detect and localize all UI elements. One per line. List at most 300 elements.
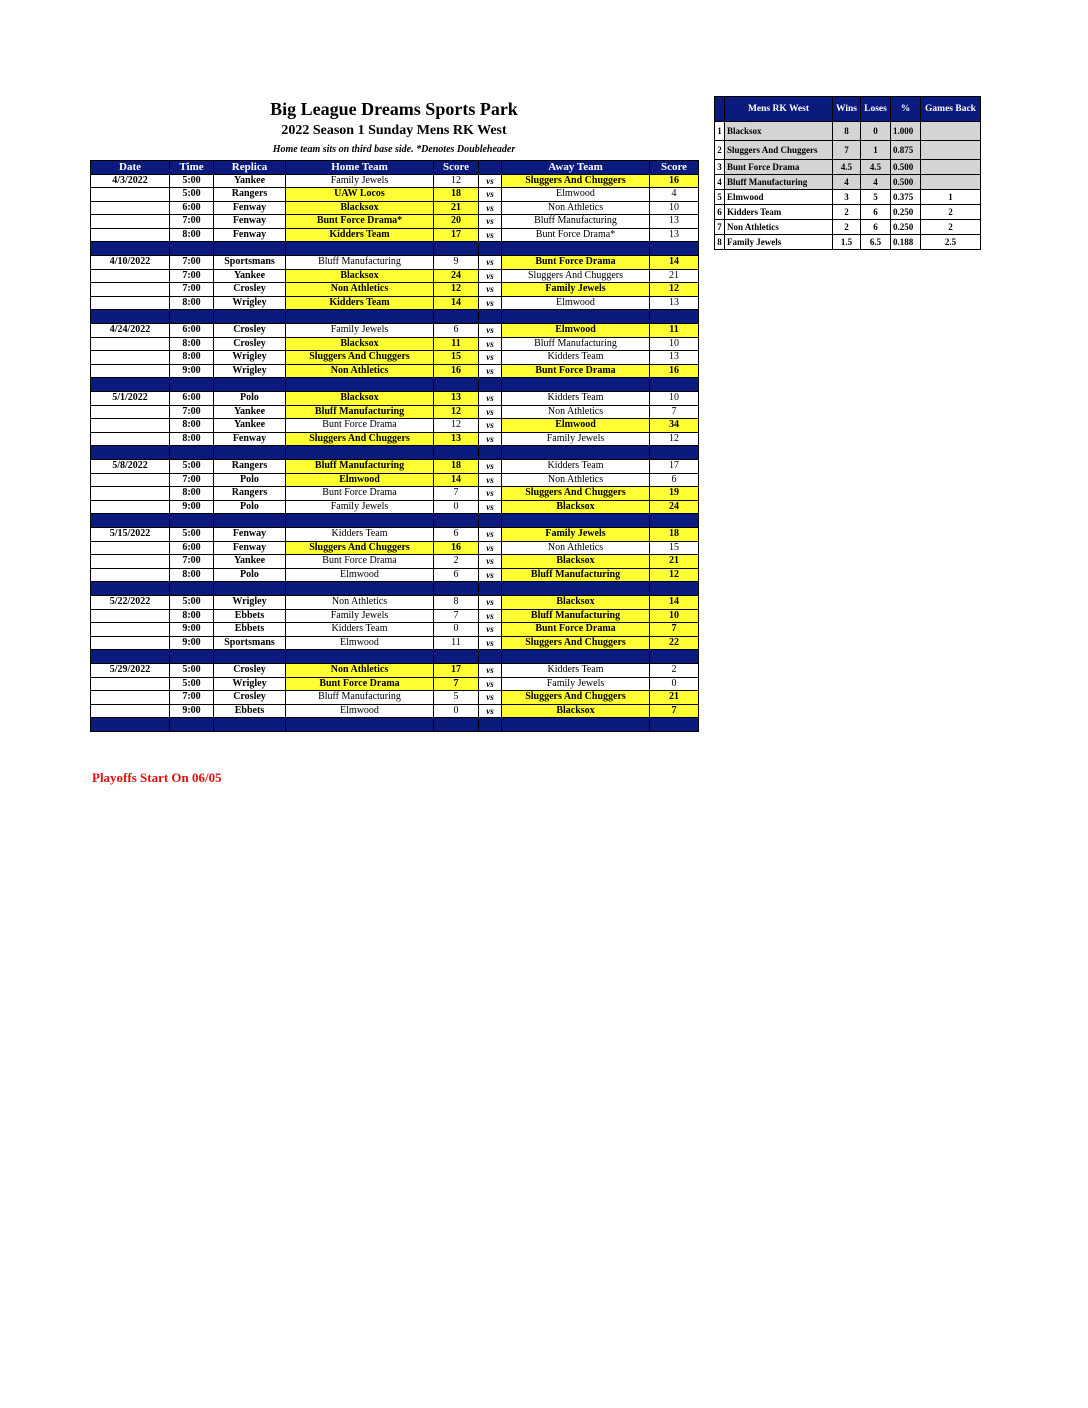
game-date bbox=[91, 296, 170, 310]
standing-rank: 8 bbox=[715, 235, 725, 250]
game-time: 8:00 bbox=[170, 609, 214, 623]
schedule-row bbox=[91, 623, 699, 637]
separator-cell bbox=[434, 514, 479, 528]
vs-label: vs bbox=[479, 364, 502, 378]
home-team: Sluggers And Chuggers bbox=[286, 541, 434, 555]
home-score: 11 bbox=[434, 337, 479, 351]
away-team: Bluff Manufacturing bbox=[502, 609, 650, 623]
separator-cell bbox=[91, 718, 170, 732]
home-score: 9 bbox=[434, 256, 479, 270]
standing-pct: 0.500 bbox=[891, 160, 921, 175]
standing-pct: 0.375 bbox=[891, 190, 921, 205]
separator-cell bbox=[286, 514, 434, 528]
away-team: Sluggers And Chuggers bbox=[502, 174, 650, 188]
home-score: 7 bbox=[434, 487, 479, 501]
home-score: 14 bbox=[434, 296, 479, 310]
vs-label: vs bbox=[479, 528, 502, 542]
game-replica: Fenway bbox=[214, 201, 286, 215]
game-date: 5/15/2022 bbox=[91, 528, 170, 542]
schedule-header-row bbox=[91, 161, 699, 175]
away-score: 10 bbox=[650, 337, 699, 351]
game-replica: Crosley bbox=[214, 691, 286, 705]
separator-cell bbox=[434, 310, 479, 324]
standing-loses: 5 bbox=[861, 190, 891, 205]
away-team: Blacksox bbox=[502, 500, 650, 514]
away-score: 16 bbox=[650, 364, 699, 378]
away-score: 7 bbox=[650, 704, 699, 718]
separator-cell bbox=[434, 242, 479, 256]
schedule-body bbox=[91, 174, 699, 732]
schedule-row bbox=[91, 500, 699, 514]
home-team: Bluff Manufacturing bbox=[286, 691, 434, 705]
col-header-home-team: Home Team bbox=[286, 161, 434, 175]
vs-label: vs bbox=[479, 677, 502, 691]
standing-team: Kidders Team bbox=[725, 205, 833, 220]
schedule-row bbox=[91, 555, 699, 569]
away-score: 15 bbox=[650, 541, 699, 555]
standing-rank: 5 bbox=[715, 190, 725, 205]
separator-cell bbox=[650, 378, 699, 392]
schedule-row bbox=[91, 541, 699, 555]
home-score: 18 bbox=[434, 188, 479, 202]
separator-cell bbox=[214, 582, 286, 596]
separator-cell bbox=[170, 242, 214, 256]
standing-pct: 0.188 bbox=[891, 235, 921, 250]
game-replica: Yankee bbox=[214, 269, 286, 283]
home-team: Elmwood bbox=[286, 568, 434, 582]
standings-row bbox=[715, 205, 981, 220]
separator-cell bbox=[479, 378, 502, 392]
home-team: UAW Locos bbox=[286, 188, 434, 202]
schedule-row bbox=[91, 460, 699, 474]
separator-cell bbox=[286, 718, 434, 732]
week-separator bbox=[91, 242, 699, 256]
col-header-vs bbox=[479, 161, 502, 175]
game-replica: Polo bbox=[214, 473, 286, 487]
away-score: 22 bbox=[650, 636, 699, 650]
away-score: 12 bbox=[650, 568, 699, 582]
standing-pct: 0.250 bbox=[891, 205, 921, 220]
vs-label: vs bbox=[479, 269, 502, 283]
game-date bbox=[91, 541, 170, 555]
away-team: Bunt Force Drama bbox=[502, 623, 650, 637]
game-replica: Wrigley bbox=[214, 296, 286, 310]
game-replica: Fenway bbox=[214, 528, 286, 542]
vs-label: vs bbox=[479, 432, 502, 446]
vs-label: vs bbox=[479, 555, 502, 569]
schedule-row bbox=[91, 228, 699, 242]
game-time: 9:00 bbox=[170, 704, 214, 718]
game-date bbox=[91, 228, 170, 242]
home-team: Bluff Manufacturing bbox=[286, 460, 434, 474]
separator-cell bbox=[502, 514, 650, 528]
separator-cell bbox=[434, 446, 479, 460]
schedule-row bbox=[91, 691, 699, 705]
separator-cell bbox=[434, 582, 479, 596]
standing-rank: 4 bbox=[715, 175, 725, 190]
vs-label: vs bbox=[479, 405, 502, 419]
home-score: 0 bbox=[434, 500, 479, 514]
game-time: 8:00 bbox=[170, 228, 214, 242]
standings-header-rank bbox=[715, 97, 725, 122]
game-replica: Wrigley bbox=[214, 677, 286, 691]
vs-label: vs bbox=[479, 351, 502, 365]
game-replica: Polo bbox=[214, 392, 286, 406]
standing-team: Bunt Force Drama bbox=[725, 160, 833, 175]
standing-team: Non Athletics bbox=[725, 220, 833, 235]
title-block bbox=[90, 98, 698, 158]
standings-header-row bbox=[715, 97, 981, 122]
standing-rank: 1 bbox=[715, 122, 725, 141]
game-replica: Sportsmans bbox=[214, 636, 286, 650]
away-team: Family Jewels bbox=[502, 677, 650, 691]
away-team: Bluff Manufacturing bbox=[502, 337, 650, 351]
game-date bbox=[91, 283, 170, 297]
game-date bbox=[91, 201, 170, 215]
away-team: Non Athletics bbox=[502, 201, 650, 215]
game-time: 7:00 bbox=[170, 269, 214, 283]
vs-label: vs bbox=[479, 256, 502, 270]
away-team: Bluff Manufacturing bbox=[502, 568, 650, 582]
standing-wins: 4 bbox=[833, 175, 861, 190]
schedule-row bbox=[91, 188, 699, 202]
home-team: Bluff Manufacturing bbox=[286, 256, 434, 270]
vs-label: vs bbox=[479, 541, 502, 555]
game-replica: Rangers bbox=[214, 188, 286, 202]
week-separator bbox=[91, 310, 699, 324]
schedule-row bbox=[91, 528, 699, 542]
schedule-row bbox=[91, 419, 699, 433]
away-score: 11 bbox=[650, 324, 699, 338]
away-team: Bluff Manufacturing bbox=[502, 215, 650, 229]
away-score: 4 bbox=[650, 188, 699, 202]
home-score: 5 bbox=[434, 691, 479, 705]
game-date bbox=[91, 405, 170, 419]
standings-row bbox=[715, 141, 981, 160]
schedule-table bbox=[90, 160, 699, 732]
standings-row bbox=[715, 190, 981, 205]
standing-pct: 0.875 bbox=[891, 141, 921, 160]
separator-cell bbox=[214, 718, 286, 732]
game-replica: Ebbets bbox=[214, 704, 286, 718]
game-time: 5:00 bbox=[170, 460, 214, 474]
game-date bbox=[91, 636, 170, 650]
week-separator bbox=[91, 446, 699, 460]
game-time: 6:00 bbox=[170, 201, 214, 215]
schedule-row bbox=[91, 473, 699, 487]
separator-cell bbox=[502, 310, 650, 324]
game-date bbox=[91, 487, 170, 501]
week-separator bbox=[91, 582, 699, 596]
schedule-row bbox=[91, 256, 699, 270]
game-replica: Polo bbox=[214, 500, 286, 514]
away-score: 21 bbox=[650, 691, 699, 705]
home-score: 12 bbox=[434, 174, 479, 188]
game-time: 5:00 bbox=[170, 596, 214, 610]
standing-team: Bluff Manufacturing bbox=[725, 175, 833, 190]
standing-wins: 2 bbox=[833, 205, 861, 220]
game-date bbox=[91, 432, 170, 446]
standings-row bbox=[715, 175, 981, 190]
away-score: 7 bbox=[650, 623, 699, 637]
away-score: 12 bbox=[650, 283, 699, 297]
standing-games-back bbox=[921, 141, 981, 160]
game-time: 5:00 bbox=[170, 677, 214, 691]
separator-cell bbox=[650, 446, 699, 460]
schedule-row bbox=[91, 337, 699, 351]
standing-loses: 6 bbox=[861, 220, 891, 235]
schedule-row bbox=[91, 636, 699, 650]
standing-loses: 6.5 bbox=[861, 235, 891, 250]
away-team: Non Athletics bbox=[502, 541, 650, 555]
away-score: 10 bbox=[650, 392, 699, 406]
game-replica: Crosley bbox=[214, 664, 286, 678]
week-separator bbox=[91, 650, 699, 664]
away-team: Kidders Team bbox=[502, 460, 650, 474]
schedule-row bbox=[91, 664, 699, 678]
away-team: Non Athletics bbox=[502, 405, 650, 419]
week-separator bbox=[91, 378, 699, 392]
home-score: 16 bbox=[434, 364, 479, 378]
home-team: Family Jewels bbox=[286, 324, 434, 338]
away-team: Elmwood bbox=[502, 419, 650, 433]
vs-label: vs bbox=[479, 623, 502, 637]
away-team: Bunt Force Drama* bbox=[502, 228, 650, 242]
standing-loses: 6 bbox=[861, 205, 891, 220]
vs-label: vs bbox=[479, 283, 502, 297]
away-team: Sluggers And Chuggers bbox=[502, 636, 650, 650]
away-team: Sluggers And Chuggers bbox=[502, 691, 650, 705]
game-replica: Crosley bbox=[214, 283, 286, 297]
separator-cell bbox=[502, 446, 650, 460]
separator-cell bbox=[91, 446, 170, 460]
schedule-row bbox=[91, 487, 699, 501]
game-date bbox=[91, 473, 170, 487]
away-team: Non Athletics bbox=[502, 473, 650, 487]
schedule-row bbox=[91, 704, 699, 718]
away-team: Blacksox bbox=[502, 596, 650, 610]
page-subtitle: 2022 Season 1 Sunday Mens RK West bbox=[281, 123, 507, 138]
vs-label: vs bbox=[479, 636, 502, 650]
standings-header-games-back: Games Back bbox=[921, 97, 981, 122]
schedule-row bbox=[91, 596, 699, 610]
away-team: Kidders Team bbox=[502, 392, 650, 406]
away-score: 7 bbox=[650, 405, 699, 419]
home-team: Bluff Manufacturing bbox=[286, 405, 434, 419]
week-separator bbox=[91, 514, 699, 528]
away-score: 13 bbox=[650, 215, 699, 229]
game-replica: Ebbets bbox=[214, 609, 286, 623]
standing-games-back bbox=[921, 160, 981, 175]
separator-cell bbox=[286, 242, 434, 256]
home-team: Non Athletics bbox=[286, 664, 434, 678]
game-replica: Wrigley bbox=[214, 364, 286, 378]
away-score: 24 bbox=[650, 500, 699, 514]
separator-cell bbox=[214, 242, 286, 256]
home-team: Non Athletics bbox=[286, 596, 434, 610]
standing-rank: 6 bbox=[715, 205, 725, 220]
separator-cell bbox=[479, 718, 502, 732]
vs-label: vs bbox=[479, 296, 502, 310]
standing-team: Sluggers And Chuggers bbox=[725, 141, 833, 160]
home-team: Family Jewels bbox=[286, 500, 434, 514]
standing-pct: 0.250 bbox=[891, 220, 921, 235]
separator-cell bbox=[650, 310, 699, 324]
game-date bbox=[91, 555, 170, 569]
home-team: Sluggers And Chuggers bbox=[286, 432, 434, 446]
standing-games-back bbox=[921, 175, 981, 190]
game-time: 5:00 bbox=[170, 174, 214, 188]
away-score: 10 bbox=[650, 201, 699, 215]
home-score: 8 bbox=[434, 596, 479, 610]
game-replica: Crosley bbox=[214, 337, 286, 351]
standing-wins: 3 bbox=[833, 190, 861, 205]
away-score: 10 bbox=[650, 609, 699, 623]
standing-wins: 8 bbox=[833, 122, 861, 141]
away-team: Kidders Team bbox=[502, 351, 650, 365]
separator-cell bbox=[650, 582, 699, 596]
game-date: 5/1/2022 bbox=[91, 392, 170, 406]
standings-row bbox=[715, 122, 981, 141]
separator-cell bbox=[650, 718, 699, 732]
vs-label: vs bbox=[479, 500, 502, 514]
game-time: 7:00 bbox=[170, 283, 214, 297]
col-header-replica: Replica bbox=[214, 161, 286, 175]
away-team: Family Jewels bbox=[502, 432, 650, 446]
away-score: 13 bbox=[650, 228, 699, 242]
home-team: Blacksox bbox=[286, 337, 434, 351]
game-time: 8:00 bbox=[170, 337, 214, 351]
away-score: 21 bbox=[650, 555, 699, 569]
vs-label: vs bbox=[479, 460, 502, 474]
standing-rank: 3 bbox=[715, 160, 725, 175]
game-date bbox=[91, 337, 170, 351]
game-date bbox=[91, 269, 170, 283]
standing-wins: 7 bbox=[833, 141, 861, 160]
vs-label: vs bbox=[479, 704, 502, 718]
away-team: Family Jewels bbox=[502, 283, 650, 297]
game-date: 4/3/2022 bbox=[91, 174, 170, 188]
game-date: 5/8/2022 bbox=[91, 460, 170, 474]
schedule-row bbox=[91, 392, 699, 406]
game-time: 9:00 bbox=[170, 623, 214, 637]
standings-row bbox=[715, 235, 981, 250]
vs-label: vs bbox=[479, 664, 502, 678]
standings-row bbox=[715, 160, 981, 175]
standing-games-back: 2.5 bbox=[921, 235, 981, 250]
game-date bbox=[91, 500, 170, 514]
vs-label: vs bbox=[479, 487, 502, 501]
game-date: 4/24/2022 bbox=[91, 324, 170, 338]
separator-cell bbox=[502, 378, 650, 392]
home-score: 12 bbox=[434, 419, 479, 433]
game-replica: Wrigley bbox=[214, 596, 286, 610]
away-team: Blacksox bbox=[502, 704, 650, 718]
home-team: Bunt Force Drama bbox=[286, 555, 434, 569]
separator-cell bbox=[286, 650, 434, 664]
standing-loses: 0 bbox=[861, 122, 891, 141]
away-score: 21 bbox=[650, 269, 699, 283]
vs-label: vs bbox=[479, 609, 502, 623]
separator-cell bbox=[479, 446, 502, 460]
away-score: 16 bbox=[650, 174, 699, 188]
game-time: 7:00 bbox=[170, 405, 214, 419]
schedule-row bbox=[91, 324, 699, 338]
separator-cell bbox=[286, 310, 434, 324]
vs-label: vs bbox=[479, 392, 502, 406]
away-score: 34 bbox=[650, 419, 699, 433]
separator-cell bbox=[479, 310, 502, 324]
game-replica: Yankee bbox=[214, 405, 286, 419]
game-time: 8:00 bbox=[170, 351, 214, 365]
standing-loses: 1 bbox=[861, 141, 891, 160]
home-team: Bunt Force Drama bbox=[286, 487, 434, 501]
separator-cell bbox=[502, 718, 650, 732]
separator-cell bbox=[286, 582, 434, 596]
home-score: 24 bbox=[434, 269, 479, 283]
separator-cell bbox=[214, 514, 286, 528]
away-score: 0 bbox=[650, 677, 699, 691]
away-score: 6 bbox=[650, 473, 699, 487]
away-team: Kidders Team bbox=[502, 664, 650, 678]
col-header-home-score: Score bbox=[434, 161, 479, 175]
home-team: Kidders Team bbox=[286, 623, 434, 637]
standing-wins: 1.5 bbox=[833, 235, 861, 250]
separator-cell bbox=[170, 514, 214, 528]
game-date bbox=[91, 215, 170, 229]
separator-cell bbox=[91, 310, 170, 324]
game-time: 8:00 bbox=[170, 296, 214, 310]
home-team: Blacksox bbox=[286, 201, 434, 215]
schedule-note: Home team sits on third base side. *Denotes Doubleheader bbox=[272, 144, 516, 155]
home-team: Kidders Team bbox=[286, 296, 434, 310]
vs-label: vs bbox=[479, 473, 502, 487]
game-date bbox=[91, 691, 170, 705]
away-score: 14 bbox=[650, 256, 699, 270]
standing-games-back: 2 bbox=[921, 205, 981, 220]
standing-loses: 4.5 bbox=[861, 160, 891, 175]
game-replica: Yankee bbox=[214, 419, 286, 433]
standings-body bbox=[715, 122, 981, 250]
home-score: 0 bbox=[434, 704, 479, 718]
game-time: 9:00 bbox=[170, 636, 214, 650]
game-time: 5:00 bbox=[170, 188, 214, 202]
home-score: 7 bbox=[434, 609, 479, 623]
standing-wins: 4.5 bbox=[833, 160, 861, 175]
separator-cell bbox=[170, 582, 214, 596]
away-score: 2 bbox=[650, 664, 699, 678]
separator-cell bbox=[434, 718, 479, 732]
home-team: Sluggers And Chuggers bbox=[286, 351, 434, 365]
separator-cell bbox=[170, 718, 214, 732]
game-date bbox=[91, 704, 170, 718]
standings-header-loses: Loses bbox=[861, 97, 891, 122]
standing-pct: 0.500 bbox=[891, 175, 921, 190]
separator-cell bbox=[91, 650, 170, 664]
standings-row bbox=[715, 220, 981, 235]
home-team: Kidders Team bbox=[286, 228, 434, 242]
separator-cell bbox=[170, 310, 214, 324]
col-header-time: Time bbox=[170, 161, 214, 175]
vs-label: vs bbox=[479, 215, 502, 229]
game-time: 6:00 bbox=[170, 324, 214, 338]
away-score: 14 bbox=[650, 596, 699, 610]
vs-label: vs bbox=[479, 419, 502, 433]
separator-cell bbox=[434, 378, 479, 392]
separator-cell bbox=[214, 650, 286, 664]
separator-cell bbox=[214, 310, 286, 324]
schedule-row bbox=[91, 269, 699, 283]
